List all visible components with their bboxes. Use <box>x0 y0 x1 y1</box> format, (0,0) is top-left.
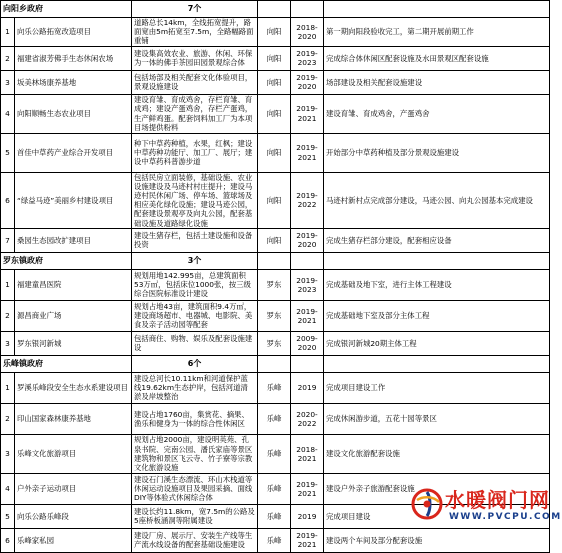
row-number: 4 <box>1 94 15 133</box>
project-period: 2018-2020 <box>291 18 324 47</box>
project-content: 规划占地43亩，建筑面积9.4万㎡，建设商场超市、电器城、电影院、美食及亲子活动园等配套 <box>132 300 258 331</box>
table-row <box>1 300 550 331</box>
table-row <box>1 228 550 252</box>
project-progress: 建设育雏、育成鸡舍，产蛋鸡舍 <box>324 94 550 133</box>
project-name: 向乐公路乐峰段 <box>15 504 132 528</box>
project-period: 2019-2021 <box>291 300 324 331</box>
project-period: 2019-2021 <box>291 473 324 504</box>
watermark-url: WWW.PVCPU.COM <box>449 512 562 522</box>
project-location: 罗东 <box>258 331 291 355</box>
project-location: 向阳 <box>258 172 291 228</box>
project-location: 乐峰 <box>258 504 291 528</box>
project-location: 乐峰 <box>258 528 291 552</box>
project-period: 2019-2020 <box>291 70 324 94</box>
project-location: 罗东 <box>258 300 291 331</box>
project-name: 向阳顺畅生态农业项目 <box>15 94 132 133</box>
project-period: 2019-2020 <box>291 228 324 252</box>
project-name: 户外亲子运动项目 <box>15 473 132 504</box>
project-location: 乐峰 <box>258 403 291 434</box>
project-progress: 场部建设及相关配套设施建设 <box>324 70 550 94</box>
project-period: 2019-2022 <box>291 172 324 228</box>
project-content: 规划占地2000亩，建设明英苑、孔泉书院、完南公园、潘氏家庙等景区建筑物和景区飞云寺、竹子寮等宗教文化旅游设施 <box>132 434 258 473</box>
table-row <box>1 70 550 94</box>
project-name: 源昌商业广场 <box>15 300 132 331</box>
watermark-title: 水暖阀门网 <box>445 488 550 512</box>
project-progress: 完成基础及地下室，进行主体工程建设 <box>324 269 550 300</box>
project-location: 向阳 <box>258 94 291 133</box>
project-period: 2019-2021 <box>291 528 324 552</box>
project-period: 2020-2022 <box>291 403 324 434</box>
table-row <box>1 331 550 355</box>
project-content: 建设石门溪生态漂流、环山木栈道等休闲运动设施项目及果园采摘、面线DIY等体验式休闲综合体 <box>132 473 258 504</box>
section-count: 6个 <box>132 355 258 372</box>
valve-logo-icon <box>409 486 445 522</box>
project-progress: 完成生猪存栏部分建设，配套相应设备 <box>324 228 550 252</box>
table-row <box>1 18 550 47</box>
project-progress: 马迹村新村点完成部分建设，马迹公园、向丸公园基本完成建设 <box>324 172 550 228</box>
project-name: 坂美林场康养基地 <box>15 70 132 94</box>
project-content: 建设长约11.8km，宽7.5m的公路及5座桥板涵洞等附属建设 <box>132 504 258 528</box>
section-name: 罗东镇政府 <box>1 252 132 269</box>
row-number: 6 <box>1 528 15 552</box>
project-name: 印山国家森林康养基地 <box>15 403 132 434</box>
row-number: 5 <box>1 504 15 528</box>
row-number: 3 <box>1 331 15 355</box>
project-content: 建设占地1760亩，集赏花、摘果、渔乐和健身为一体的综合性休闲区 <box>132 403 258 434</box>
project-location: 乐峰 <box>258 434 291 473</box>
project-name: “绿益马迹”美丽乡村建设项目 <box>15 172 132 228</box>
section-header <box>1 355 550 372</box>
project-location: 乐峰 <box>258 473 291 504</box>
project-location: 乐峰 <box>258 372 291 403</box>
project-name: 首佳中草药产业综合开发项目 <box>15 133 132 172</box>
project-location: 向阳 <box>258 70 291 94</box>
project-progress: 完成项目建设 <box>324 504 550 528</box>
project-content: 种下中草药种植，水果，红枫；建设中草药种功能厅、加工厂、展厅；建设中草药科普游步道 <box>132 133 258 172</box>
section-count: 3个 <box>132 252 258 269</box>
project-location: 向阳 <box>258 133 291 172</box>
table-row <box>1 403 550 434</box>
project-progress: 完成综合体休闲区配套设施及水田景观区配套设施 <box>324 46 550 70</box>
site-watermark <box>409 482 562 528</box>
section-count: 7个 <box>132 1 258 18</box>
project-location: 向阳 <box>258 46 291 70</box>
table-row <box>1 133 550 172</box>
section-name: 向阳乡政府 <box>1 1 132 18</box>
project-period: 2019 <box>291 372 324 403</box>
section-header <box>1 1 550 18</box>
project-period: 2019-2023 <box>291 269 324 300</box>
project-location: 罗东 <box>258 269 291 300</box>
project-progress: 开始部分中草药种植及部分景观设施建设 <box>324 133 550 172</box>
project-period: 2009-2020 <box>291 331 324 355</box>
project-period: 2019 <box>291 504 324 528</box>
row-number: 3 <box>1 70 15 94</box>
project-content: 建设总河长10.11km和河道保护蓝线19.62km生态护岸，包括河道清淤及岸坡整治 <box>132 372 258 403</box>
project-content: 道路总长14km，全线拓宽提升，路面宽由5m拓宽至7.5m，全路幅路面重铺 <box>132 18 258 47</box>
row-number: 2 <box>1 403 15 434</box>
project-content: 建设集高效农业、旅游、休闲、环保为一体的佛手茶园田园景观综合体 <box>132 46 258 70</box>
project-period: 2019-2021 <box>291 94 324 133</box>
project-progress: 第一期向阳段验收完工，第二期开展前期工作 <box>324 18 550 47</box>
project-content: 建设厂房、展示厅、安装生产线等生产流水线设备的配套基础设施建设 <box>132 528 258 552</box>
project-name: 福建童昌医院 <box>15 269 132 300</box>
project-progress: 完成基础地下室及部分主体工程 <box>324 300 550 331</box>
project-location: 向阳 <box>258 228 291 252</box>
project-progress: 建设文化旅游配套设施 <box>324 434 550 473</box>
project-name: 罗东银河新城 <box>15 331 132 355</box>
project-location: 向阳 <box>258 18 291 47</box>
project-content: 建设生猪存栏，包括土建设施和设备投资 <box>132 228 258 252</box>
project-progress: 建设户外亲子旅游配套设施 <box>324 473 550 504</box>
row-number: 2 <box>1 46 15 70</box>
table-row <box>1 528 550 552</box>
table-row <box>1 94 550 133</box>
row-number: 1 <box>1 269 15 300</box>
project-content: 包括民房立面装修，基础设施、农业设施建设及马迹村村庄提升；建设马迹村民休闲广场、停车场、篮球场及相应美化绿化设施；建设马迹公园，配套建设景观亭及向丸公园，配套基础设施及道路绿化设施 <box>132 172 258 228</box>
row-number: 6 <box>1 172 15 228</box>
project-progress: 完成项目建设工作 <box>324 372 550 403</box>
row-number: 4 <box>1 473 15 504</box>
row-number: 3 <box>1 434 15 473</box>
project-name: 桑园生态园改扩建项目 <box>15 228 132 252</box>
project-content: 规划用地142.995亩，总建筑面积53万㎡，包括床位1000张，按三级综合医院标准设计建设 <box>132 269 258 300</box>
row-number: 1 <box>1 372 15 403</box>
project-name: 罗溪乐峰段安全生态水系建设项目 <box>15 372 132 403</box>
table-row <box>1 269 550 300</box>
project-period: 2019-2023 <box>291 46 324 70</box>
project-content: 建设育雏、育成鸡舍，存栏育雏、育成鸡；建设产蛋鸡舍，存栏产蛋鸡，生产鲜鸡蛋。配套饲料加工厂为本项目场提供粉料 <box>132 94 258 133</box>
project-name: 向乐公路拓宽改造项目 <box>15 18 132 47</box>
row-number: 1 <box>1 18 15 47</box>
table-row <box>1 46 550 70</box>
table-row <box>1 434 550 473</box>
row-number: 5 <box>1 133 15 172</box>
project-content: 包括场部及相关配套文化体验项目，景观设施建设 <box>132 70 258 94</box>
table-row <box>1 172 550 228</box>
table-row <box>1 372 550 403</box>
project-progress: 完成休闲游步道，五花十园等景区 <box>324 403 550 434</box>
row-number: 7 <box>1 228 15 252</box>
project-content: 包括商住、购物、娱乐及配套设施建设 <box>132 331 258 355</box>
section-header <box>1 252 550 269</box>
project-name: 福建省淑芳佛手生态休闲农场 <box>15 46 132 70</box>
project-name: 乐峰文化旅游项目 <box>15 434 132 473</box>
project-period: 2019-2021 <box>291 133 324 172</box>
project-progress: 建设两个车间及部分配套设施 <box>324 528 550 552</box>
project-period: 2018-2021 <box>291 434 324 473</box>
project-name: 乐峰家私园 <box>15 528 132 552</box>
project-progress: 完成银河新城20期主体工程 <box>324 331 550 355</box>
section-name: 乐峰镇政府 <box>1 355 132 372</box>
row-number: 2 <box>1 300 15 331</box>
